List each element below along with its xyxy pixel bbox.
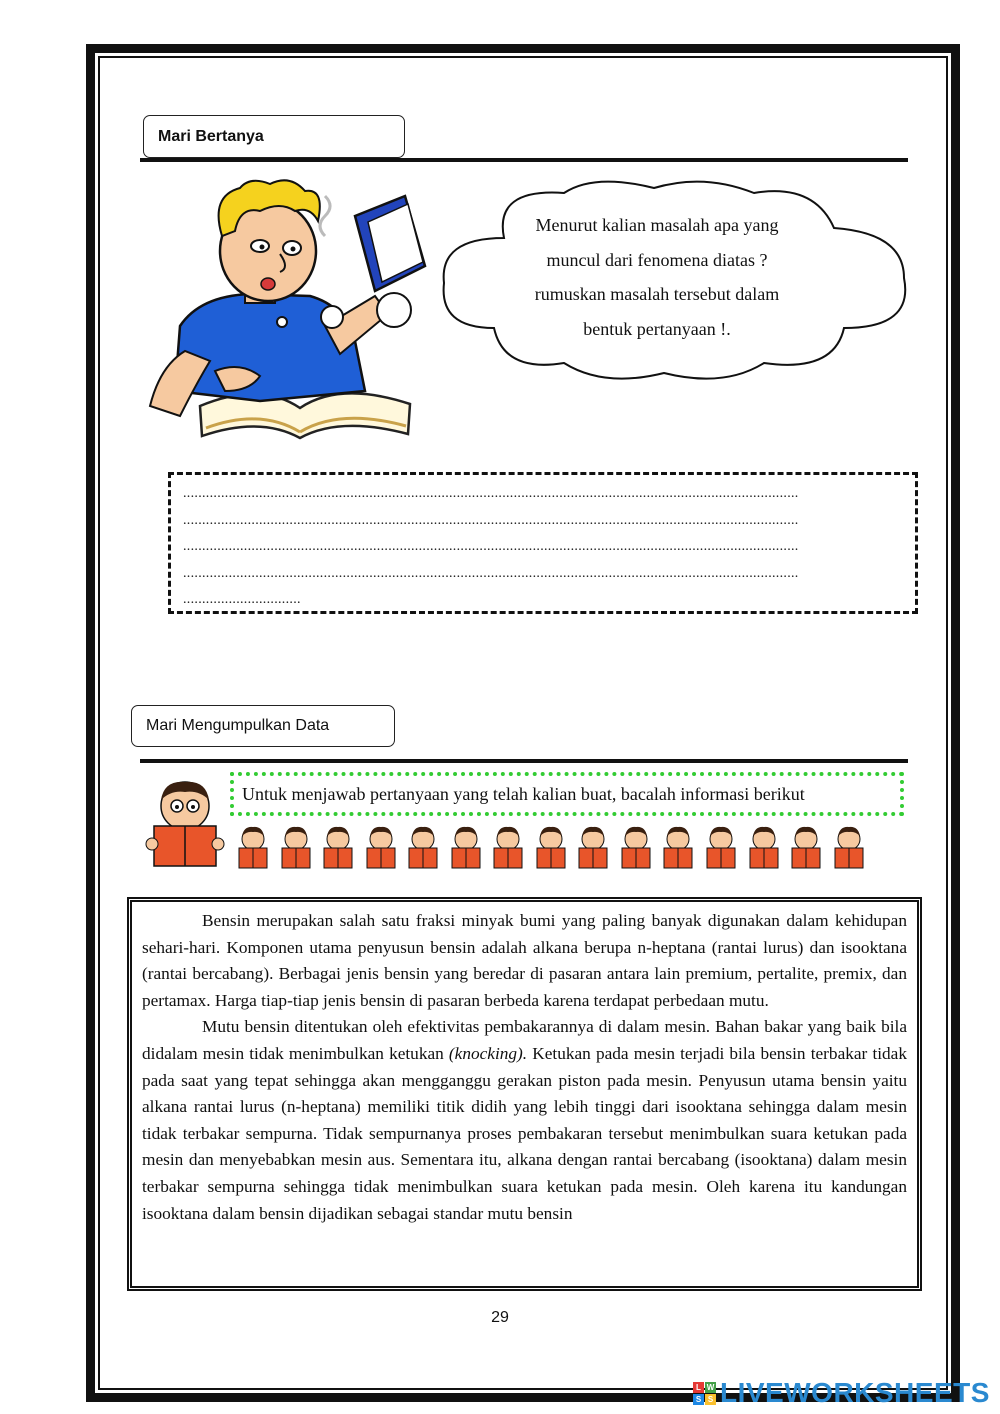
small-reader-icon — [702, 826, 740, 870]
small-reader-icon — [234, 826, 272, 870]
logo-text: LIVEWORKSHEETS — [720, 1377, 990, 1408]
small-reader-icon — [362, 826, 400, 870]
small-reader-icon — [447, 826, 485, 870]
reading-kid-icon — [144, 778, 226, 870]
small-reader-icon — [489, 826, 527, 870]
student-reading-illustration — [140, 176, 440, 446]
cloud-line: bentuk pertanyaan !. — [583, 318, 731, 339]
section-rule-ask — [140, 158, 908, 162]
answer-line[interactable]: .................................................................................................................................................................. — [183, 565, 799, 581]
small-reader-icon — [277, 826, 315, 870]
answer-line[interactable]: .................................................................................................................................................................. — [183, 512, 799, 528]
reading-paragraph-2: Mutu bensin ditentukan oleh efektivitas pembakarannya di dalam mesin. Bahan bakar yang baik bila didalam mesin tidak menimbulkan ketukan (knocking). Ketukan pada mesin terjadi bila bensin terbakar tidak pada saat yang tepat sehingga akan mengganggu gerakan piston pada mesin. Penyusun utama bensin yaitu alkana rantai lurus (n-heptana) memiliki titik didih yang lebih tinggi dari isooktana sehingga dalam mesin tidak terbakar sempurna. Tidak sempurnanya proses pembakaran tersebut menimbulkan suara ketukan pada mesin dan menyebabkan mesin aus. Sementara itu, alkana dengan rantai bercabang (isooktana) dalam mesin terbakar sempurna sehingga tidak menimbulkan suara ketukan pada mesin. Oleh karena itu kandungan isooktana dalam bensin dijadikan sebagai standar mutu bensin — [142, 1017, 907, 1223]
reading-passage-box — [127, 897, 922, 1291]
small-reader-icon — [617, 826, 655, 870]
small-reader-icon — [745, 826, 783, 870]
small-reader-icon — [404, 826, 442, 870]
cloud-line: muncul dari fenomena diatas ? — [546, 249, 768, 270]
answer-line[interactable]: ............................... — [183, 592, 301, 607]
instruction-text: Untuk menjawab pertanyaan yang telah kalian buat, bacalah informasi berikut — [242, 783, 805, 804]
open-book-illustration — [200, 393, 410, 438]
instruction-box — [230, 772, 904, 816]
small-reader-icon — [319, 826, 357, 870]
reading-kids-row — [234, 826, 874, 870]
cloud-line: Menurut kalian masalah apa yang — [535, 215, 779, 235]
knocking-term: (knocking). — [448, 1043, 528, 1063]
section-label-ask: Mari Bertanya — [143, 115, 405, 158]
cloud-question-text — [480, 208, 834, 346]
section-label-collect: Mari Mengumpulkan Data — [131, 705, 395, 747]
section-rule-collect — [140, 759, 908, 763]
reading-paragraph-1: Bensin merupakan salah satu fraksi minyak bumi yang paling banyak digunakan dalam kehidupan sehari-hari. Komponen utama penyusun bensin adalah alkana berupa n-heptana (rantai lurus) dan isooktana (rantai bercabang). Berbagai jenis bensin yang beredar di pasaran antara lain premium, pertalite, premix, dan pertamax. Harga tiap-tiap jenis bensin di pasaran berbeda karena terdapat perbedaan mutu. — [142, 911, 907, 1010]
cloud-line: rumuskan masalah tersebut dalam — [534, 284, 780, 304]
small-reader-icon — [787, 826, 825, 870]
answer-box[interactable] — [168, 472, 918, 614]
answer-line[interactable]: .................................................................................................................................................................. — [183, 486, 799, 501]
small-reader-icon — [830, 826, 868, 870]
small-reader-icon — [574, 826, 612, 870]
answer-line[interactable]: .................................................................................................................................................................. — [183, 539, 799, 554]
liveworksheets-logo — [693, 1377, 990, 1409]
page-number: 29 — [491, 1309, 509, 1326]
small-reader-icon — [659, 826, 697, 870]
logo-grid-icon: L W S S — [693, 1382, 716, 1405]
small-reader-icon — [532, 826, 570, 870]
